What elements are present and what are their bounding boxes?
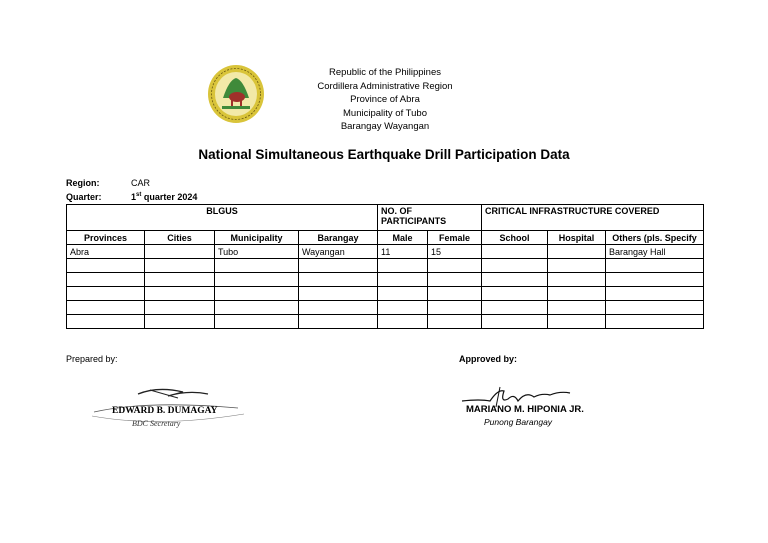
col-header-female: Female (428, 231, 482, 245)
cell-hospital (548, 315, 606, 329)
table-row (67, 315, 704, 329)
quarter-suffix: st (136, 192, 142, 198)
table-row (67, 273, 704, 287)
region-row (66, 178, 150, 188)
header-line-province: Province of Abra (350, 94, 420, 105)
col-header-cities: Cities (145, 231, 215, 245)
prepared-by-label: Prepared by: (66, 354, 118, 364)
col-header-hospital: Hospital (548, 231, 606, 245)
cell-male (378, 301, 428, 315)
cell-male: 11 (378, 245, 428, 259)
cell-hospital (548, 259, 606, 273)
letterhead (290, 66, 480, 134)
cell-female (428, 301, 482, 315)
preparer-role: BDC Secretary (132, 419, 181, 428)
approver-name: MARIANO M. HIPONIA JR. (466, 404, 584, 415)
cell-cities (145, 315, 215, 329)
header-line-municipality: Municipality of Tubo (343, 107, 427, 119)
cell-school (482, 259, 548, 273)
cell-provinces: Abra (67, 245, 145, 259)
cell-municipality: Tubo (215, 245, 299, 259)
cell-municipality (215, 259, 299, 273)
cell-school (482, 273, 548, 287)
col-header-municipality: Municipality (215, 231, 299, 245)
table-row (67, 245, 704, 259)
table-row (67, 287, 704, 301)
barangay-seal-icon (207, 64, 265, 124)
approved-by-label: Approved by: (459, 354, 518, 364)
cell-male (378, 287, 428, 301)
col-header-barangay: Barangay (299, 231, 378, 245)
region-value: CAR (131, 178, 151, 188)
cell-others (606, 315, 704, 329)
cell-others (606, 301, 704, 315)
cell-hospital (548, 287, 606, 301)
cell-female (428, 315, 482, 329)
quarter-label: Quarter: (66, 192, 102, 202)
quarter-row (66, 192, 197, 202)
quarter-number: 1 (131, 192, 137, 202)
region-label: Region: (66, 178, 100, 188)
table-row (67, 301, 704, 315)
cell-municipality (215, 315, 299, 329)
col-header-provinces: Provinces (67, 231, 145, 245)
cell-provinces (67, 273, 145, 287)
table-row (67, 259, 704, 273)
cell-school (482, 315, 548, 329)
cell-barangay (299, 259, 378, 273)
cell-cities (145, 245, 215, 259)
cell-municipality (215, 273, 299, 287)
cell-cities (145, 287, 215, 301)
group-header-blgus: BLGUS (67, 205, 378, 231)
cell-cities (145, 259, 215, 273)
cell-hospital (548, 273, 606, 287)
cell-female: 15 (428, 245, 482, 259)
cell-municipality (215, 301, 299, 315)
cell-school (482, 301, 548, 315)
cell-municipality (215, 287, 299, 301)
cell-others (606, 273, 704, 287)
cell-provinces (67, 315, 145, 329)
preparer-name: EDWARD B. DUMAGAY (112, 406, 218, 416)
quarter-text: quarter 2024 (141, 192, 198, 202)
cell-provinces (67, 301, 145, 315)
cell-female (428, 259, 482, 273)
cell-cities (145, 273, 215, 287)
participation-table (66, 204, 704, 329)
header-line-region: Cordillera Administrative Region (317, 80, 453, 92)
cell-barangay (299, 273, 378, 287)
document-title: National Simultaneous Earthquake Drill Participation Data (198, 147, 570, 162)
cell-barangay (299, 287, 378, 301)
cell-others: Barangay Hall (606, 245, 704, 259)
header-line-country: Republic of the Philippines (329, 67, 441, 78)
cell-male (378, 273, 428, 287)
cell-female (428, 273, 482, 287)
cell-school (482, 245, 548, 259)
cell-barangay: Wayangan (299, 245, 378, 259)
cell-others (606, 259, 704, 273)
cell-male (378, 315, 428, 329)
quarter-value (131, 192, 197, 202)
col-header-male: Male (378, 231, 428, 245)
cell-cities (145, 301, 215, 315)
cell-hospital (548, 245, 606, 259)
cell-male (378, 259, 428, 273)
col-header-others: Others (pls. Specify (606, 231, 704, 245)
group-header-infrastructure: CRITICAL INFRASTRUCTURE COVERED (482, 205, 704, 231)
cell-hospital (548, 301, 606, 315)
cell-barangay (299, 301, 378, 315)
cell-school (482, 287, 548, 301)
group-header-participants (378, 205, 482, 231)
col-header-school: School (482, 231, 548, 245)
approver-role: Punong Barangay (484, 417, 553, 427)
cell-provinces (67, 259, 145, 273)
cell-barangay (299, 315, 378, 329)
participants-header-line1: NO. OF (381, 206, 412, 216)
cell-others (606, 287, 704, 301)
participants-header-line2: PARTICIPANTS (381, 216, 447, 226)
header-line-barangay: Barangay Wayangan (340, 121, 430, 132)
cell-female (428, 287, 482, 301)
cell-provinces (67, 287, 145, 301)
